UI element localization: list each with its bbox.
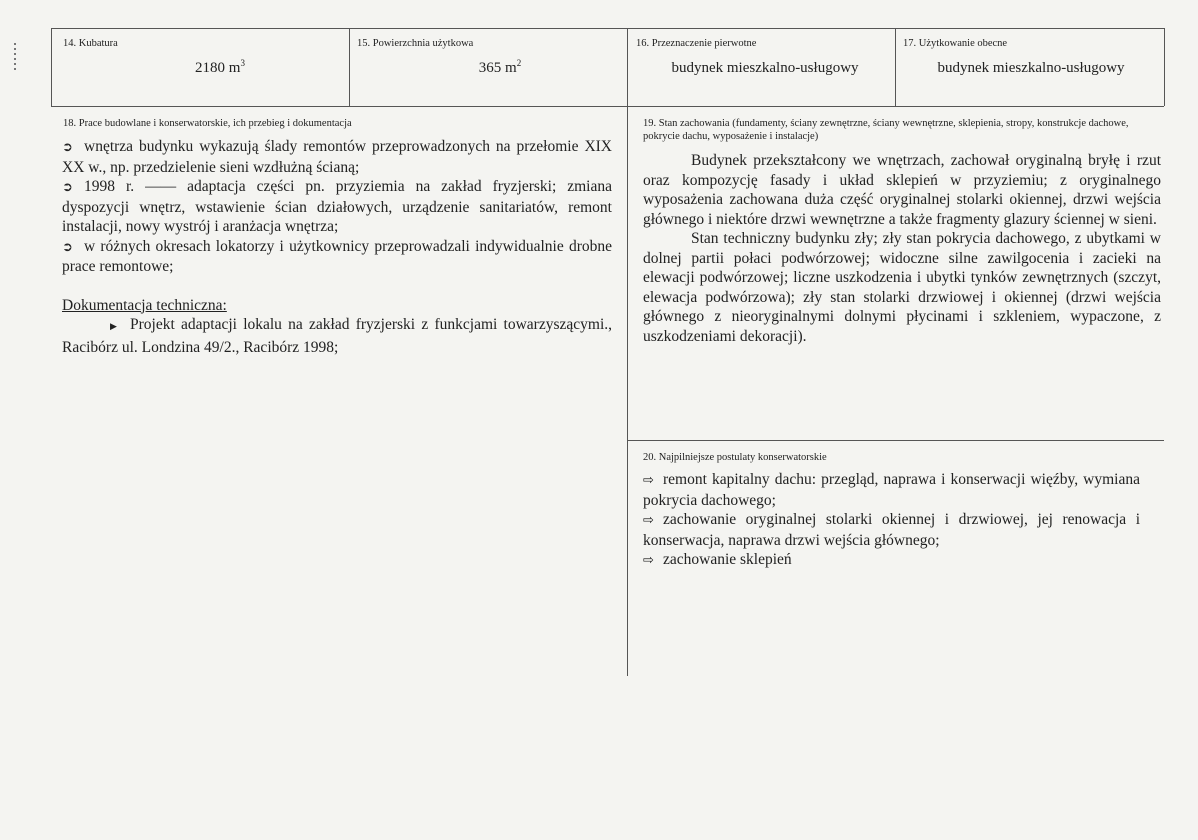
hollow-arrow-icon: ⇨ xyxy=(643,553,654,568)
list-item: ➲ w różnych okresach lokatorzy i użytkownicy przeprowadzali indywidualnie drobne prace remontowe; xyxy=(62,237,612,275)
binder-marks xyxy=(14,40,17,84)
center-divider xyxy=(627,28,628,676)
field18-body xyxy=(62,137,612,357)
circled-arrow-icon: ➲ xyxy=(62,180,73,195)
field19-body xyxy=(643,151,1161,346)
field20-body xyxy=(643,470,1140,571)
field15-label: 15. Powierzchnia użytkowa xyxy=(357,38,474,49)
field19-label: 19. Stan zachowania (fundamenty, ściany zewnętrzne, ściany wewnętrzne, sklepienia, stropy, konstrukcje dachowe, pokrycie dachu, wyposażenie i instalacje) xyxy=(643,118,1129,142)
hollow-arrow-icon: ⇨ xyxy=(643,473,654,488)
field20-top-border xyxy=(627,440,1164,441)
field20-label: 20. Najpilniejsze postulaty konserwatorskie xyxy=(643,452,827,463)
list-item: ➲ 1998 r. —— adaptacja części pn. przyziemia na zakład fryzjerski; zmiana dyspozycji wnętrz, wstawienie ścian działowych, urządzenie sanitariatów, remont instalacji, nowy wystrój i aranżacja wnętrza; xyxy=(62,178,612,235)
list-item: ⇨ remont kapitalny dachu: przegląd, naprawa i konserwacji więźby, wymiana pokrycia dachowego; xyxy=(643,471,1140,509)
list-item: ⇨ zachowanie sklepień xyxy=(643,550,1140,571)
field16-value: budynek mieszkalno-usługowy xyxy=(671,60,859,76)
condition-paragraph: Budynek przekształcony we wnętrzach, zachował oryginalną bryłę i rzut oraz kompozycję fasady i układ sklepień w przyziemiu; z oryginalnego wyposażenia zachowana duża część oryginalnej stolarki okiennej, drzwi wejścia głównego i niektóre drzwi wewnętrzne a także fragmenty glazury ściennej w sieni. xyxy=(643,152,1161,228)
list-item: ➲ wnętrza budynku wykazują ślady remontów przeprowadzonych na przełomie XIX XX w., np. przedzielenie sieni wzdłużną ścianą; xyxy=(62,138,612,176)
field18-label: 18. Prace budowlane i konserwatorskie, ich przebieg i dokumentacja xyxy=(63,118,352,129)
circled-arrow-icon: ➲ xyxy=(62,239,73,255)
divider-14-15 xyxy=(349,28,350,106)
hollow-arrow-icon: ⇨ xyxy=(643,513,654,528)
doc-item: ▶ Projekt adaptacji lokalu na zakład fryzjerski z funkcjami towarzyszącymi., Racibórz ul. Londzina 49/2., Racibórz 1998; xyxy=(62,316,612,356)
field14-label: 14. Kubatura xyxy=(63,38,118,49)
left-border xyxy=(51,28,52,106)
triangle-right-icon: ▶ xyxy=(110,322,117,332)
field16-label: 16. Przeznaczenie pierwotne xyxy=(636,38,757,49)
field17-value: budynek mieszkalno-usługowy xyxy=(937,60,1125,76)
row1-bottom-border xyxy=(51,106,1164,107)
field15-value: 365 $m^2$ xyxy=(478,58,522,76)
right-border xyxy=(1164,28,1165,106)
top-border xyxy=(51,28,1164,29)
technical-state-paragraph: Stan techniczny budynku zły; zły stan pokrycia dachowego, z ubytkami w dolnej partii połaci podwórzowej; widoczne silne zawilgocenia i zacieki na elewacji podwórzowej; liczne uszkodzenia i ubytki tynków zewnętrznych (szczyt, elewacja podwórzowa); zły stan stolarki drzwiowej i okiennej (drzwi wejścia głównego z nieoryginalnymi dolnymi płycinami i szkleniem, wypaczone, z uszkodzeniami dekoracji). xyxy=(643,230,1161,345)
circled-arrow-icon: ➲ xyxy=(62,140,73,155)
divider-16-17 xyxy=(895,28,896,106)
field17-label: 17. Użytkowanie obecne xyxy=(903,38,1008,49)
field14-value: 2180 $m^3$ xyxy=(195,58,245,76)
doc-heading: Dokumentacja techniczna: xyxy=(62,296,227,314)
list-item: ⇨ zachowanie oryginalnej stolarki okiennej i drzwiowej, jej renowacja i konserwacja, naprawa drzwi wejścia głównego; xyxy=(643,511,1140,549)
